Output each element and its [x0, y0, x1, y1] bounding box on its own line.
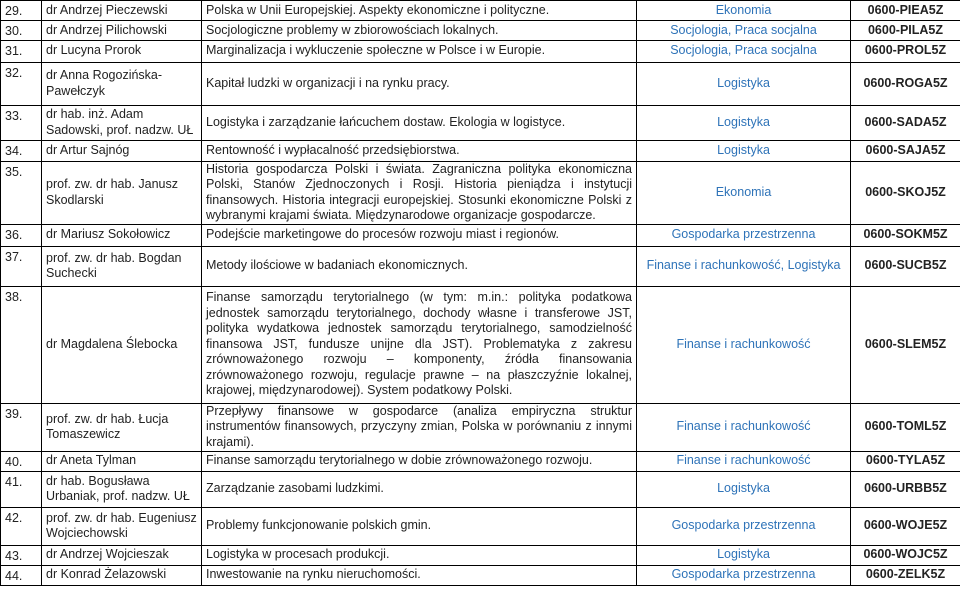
lecturer-name: dr Magdalena Ślebocka [42, 286, 202, 403]
row-number: 31. [1, 40, 42, 62]
lecturer-name: dr hab. Bogusława Urbaniak, prof. nadzw. UŁ [42, 471, 202, 507]
table-row [1, 40, 960, 62]
row-number: 37. [1, 246, 42, 286]
row-number: 35. [1, 161, 42, 224]
seminar-topic: Problemy funkcjonowanie polskich gmin. [202, 507, 637, 545]
course-code: 0600-TOML5Z [851, 403, 960, 451]
table-row [1, 161, 960, 224]
row-number: 40. [1, 451, 42, 471]
field-of-study: Socjologia, Praca socjalna [637, 40, 851, 62]
row-number: 32. [1, 62, 42, 105]
table-row [1, 105, 960, 140]
course-code: 0600-PROL5Z [851, 40, 960, 62]
table-row [1, 62, 960, 105]
course-code: 0600-ROGA5Z [851, 62, 960, 105]
seminar-topic: Finanse samorządu terytorialnego (w tym: m.in.: polityka podatkowa jednostek samorządu terytorialnego, dochody własne i transferowe JST, polityka wydatkowa jednostek samorządu terytorialnego, samodzielność finansowa JST, fundusze unijne dla JST). Problematyka z zakresu zrównoważonego rozwoju – komponenty, źródła finansowania zrównoważonego rozwoju, regulacje prawne – na płaszczyźnie lokalnej, krajowej, międzynarodowej). System podatkowy Polski. [202, 286, 637, 403]
field-of-study: Logistyka [637, 105, 851, 140]
field-of-study: Logistyka [637, 140, 851, 161]
seminar-topic: Marginalizacja i wykluczenie społeczne w Polsce i w Europie. [202, 40, 637, 62]
lecturer-name: dr Anna Rogozińska-Pawełczyk [42, 62, 202, 105]
lecturer-name: dr Andrzej Pieczewski [42, 1, 202, 21]
seminar-topic: Polska w Unii Europejskiej. Aspekty ekonomiczne i polityczne. [202, 1, 637, 21]
table-row [1, 545, 960, 565]
course-code: 0600-PILA5Z [851, 21, 960, 41]
table-row [1, 565, 960, 585]
course-code: 0600-SADA5Z [851, 105, 960, 140]
lecturer-name: dr Andrzej Wojcieszak [42, 545, 202, 565]
lecturer-name: prof. zw. dr hab. Eugeniusz Wojciechowski [42, 507, 202, 545]
lecturer-name: dr hab. inż. Adam Sadowski, prof. nadzw. UŁ [42, 105, 202, 140]
lecturer-name: prof. zw. dr hab. Bogdan Suchecki [42, 246, 202, 286]
row-number: 38. [1, 286, 42, 403]
field-of-study: Finanse i rachunkowość [637, 286, 851, 403]
course-code: 0600-PIEA5Z [851, 1, 960, 21]
seminar-topic: Logistyka i zarządzanie łańcuchem dostaw. Ekologia w logistyce. [202, 105, 637, 140]
lecturer-name: dr Artur Sajnóg [42, 140, 202, 161]
row-number: 36. [1, 224, 42, 246]
field-of-study: Socjologia, Praca socjalna [637, 21, 851, 41]
field-of-study: Gospodarka przestrzenna [637, 565, 851, 585]
lecturer-name: dr Mariusz Sokołowicz [42, 224, 202, 246]
seminar-topic: Przepływy finansowe w gospodarce (analiza empiryczna struktur instrumentów finansowych, przyczyny zmian, Polska w porównaniu z innymi krajami). [202, 403, 637, 451]
field-of-study: Gospodarka przestrzenna [637, 507, 851, 545]
row-number: 29. [1, 1, 42, 21]
lecturer-name: prof. zw. dr hab. Janusz Skodlarski [42, 161, 202, 224]
row-number: 43. [1, 545, 42, 565]
lecturer-name: prof. zw. dr hab. Łucja Tomaszewicz [42, 403, 202, 451]
table-row [1, 451, 960, 471]
row-number: 39. [1, 403, 42, 451]
course-code: 0600-WOJE5Z [851, 507, 960, 545]
table-row [1, 21, 960, 41]
lecturer-name: dr Konrad Żelazowski [42, 565, 202, 585]
seminar-topic: Inwestowanie na rynku nieruchomości. [202, 565, 637, 585]
row-number: 33. [1, 105, 42, 140]
field-of-study: Ekonomia [637, 1, 851, 21]
row-number: 42. [1, 507, 42, 545]
lecturer-name: dr Lucyna Prorok [42, 40, 202, 62]
course-code: 0600-ZELK5Z [851, 565, 960, 585]
table-row [1, 403, 960, 451]
row-number: 44. [1, 565, 42, 585]
field-of-study: Finanse i rachunkowość, Logistyka [637, 246, 851, 286]
row-number: 30. [1, 21, 42, 41]
lecturer-name: dr Aneta Tylman [42, 451, 202, 471]
course-code: 0600-URBB5Z [851, 471, 960, 507]
course-code: 0600-SOKM5Z [851, 224, 960, 246]
field-of-study: Logistyka [637, 545, 851, 565]
field-of-study: Logistyka [637, 471, 851, 507]
seminar-topic: Podejście marketingowe do procesów rozwoju miast i regionów. [202, 224, 637, 246]
seminar-topic: Kapitał ludzki w organizacji i na rynku pracy. [202, 62, 637, 105]
course-code: 0600-SLEM5Z [851, 286, 960, 403]
table-body [1, 1, 960, 586]
seminar-topic: Finanse samorządu terytorialnego w dobie zrównoważonego rozwoju. [202, 451, 637, 471]
table-row [1, 507, 960, 545]
field-of-study: Ekonomia [637, 161, 851, 224]
seminar-topic: Socjologiczne problemy w zbiorowościach lokalnych. [202, 21, 637, 41]
lecturer-name: dr Andrzej Pilichowski [42, 21, 202, 41]
course-code: 0600-SUCB5Z [851, 246, 960, 286]
table-row [1, 140, 960, 161]
table-row [1, 246, 960, 286]
field-of-study: Finanse i rachunkowość [637, 451, 851, 471]
field-of-study: Finanse i rachunkowość [637, 403, 851, 451]
table-row [1, 1, 960, 21]
field-of-study: Gospodarka przestrzenna [637, 224, 851, 246]
course-code: 0600-TYLA5Z [851, 451, 960, 471]
row-number: 34. [1, 140, 42, 161]
course-code: 0600-WOJC5Z [851, 545, 960, 565]
course-code: 0600-SAJA5Z [851, 140, 960, 161]
seminar-topic: Logistyka w procesach produkcji. [202, 545, 637, 565]
seminar-topic: Historia gospodarcza Polski i świata. Zagraniczna polityka ekonomiczna Polski, Stanów Zjednoczonych i Rosji. Historia pieniądza i instytucji finansowych. Historia integracji europejskiej. Stosunki ekonomiczne Polski z wybranymi krajami świata. Międzynarodowe organizacje gospodarcze. [202, 161, 637, 224]
row-number: 41. [1, 471, 42, 507]
field-of-study: Logistyka [637, 62, 851, 105]
seminar-topic: Rentowność i wypłacalność przedsiębiorstwa. [202, 140, 637, 161]
table-row [1, 471, 960, 507]
course-code: 0600-SKOJ5Z [851, 161, 960, 224]
table-row [1, 286, 960, 403]
seminar-topic: Metody ilościowe w badaniach ekonomicznych. [202, 246, 637, 286]
seminar-topic: Zarządzanie zasobami ludzkimi. [202, 471, 637, 507]
table-row [1, 224, 960, 246]
